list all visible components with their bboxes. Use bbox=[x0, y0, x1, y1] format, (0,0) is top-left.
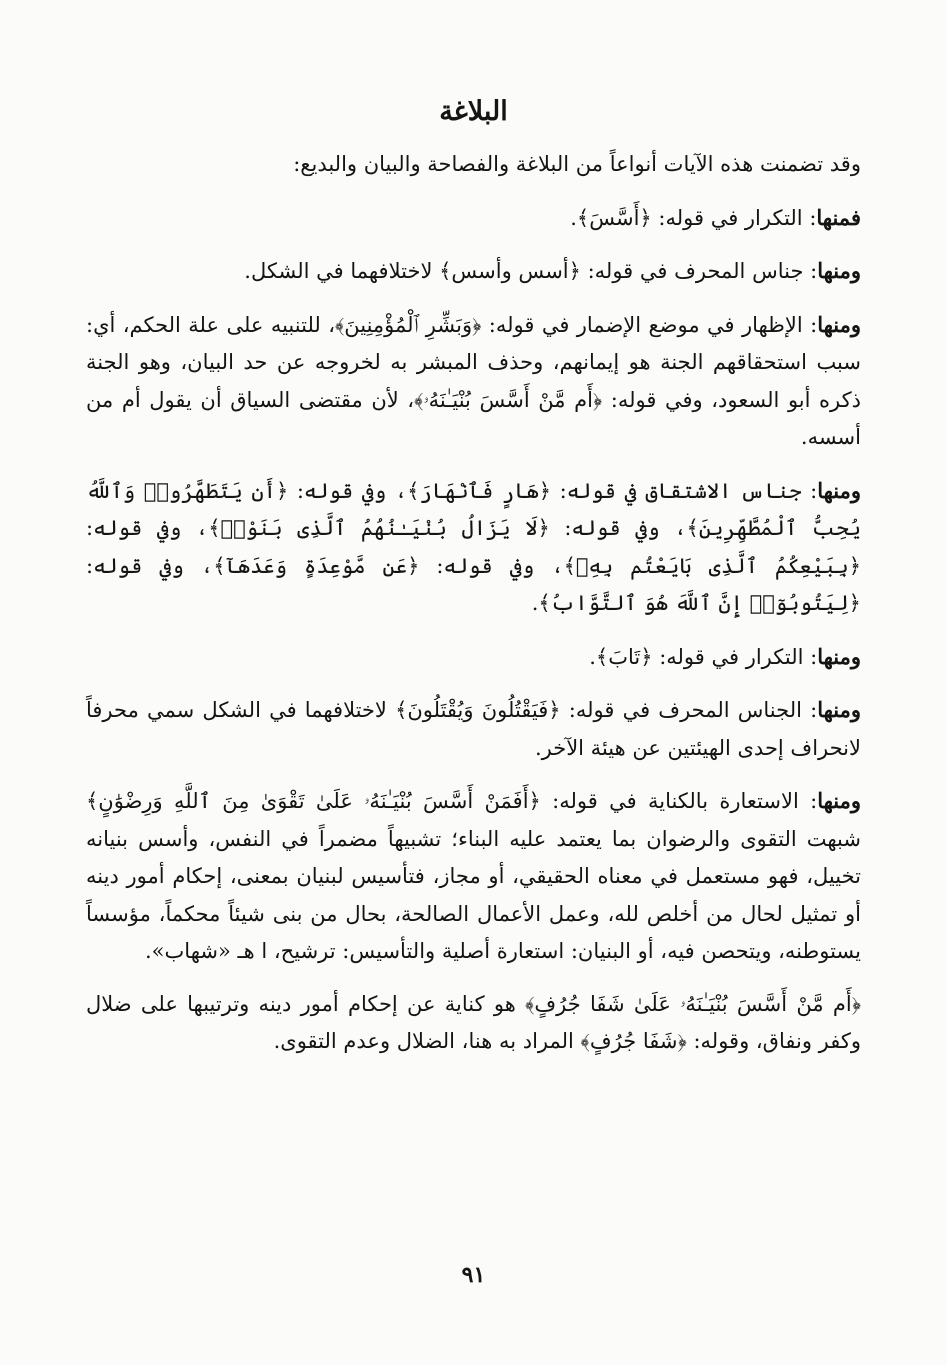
paragraph-explicit-for-implicit bbox=[86, 306, 861, 457]
paragraph-text: : التكرار في قوله: ﴿أَسَّسَ﴾. bbox=[570, 205, 817, 230]
paragraph-text: : الاستعارة بالكناية في قوله: ﴿أَفَمَنْ أَسَّسَ بُنْيَـٰنَهُۥ عَلَىٰ تَقْوَىٰ مِنَ ٱللَّهِ وَرِضْوَٰنٍ﴾ شبهت التقوى والرضوان بما يعتمد عليه البناء؛ تشبيهاً مضمراً في النفس، وأسس بنيانه تخييل، فهو مستعمل في معناه الحقيقي، أو مجاز، فتأسيس لبنيان بمعنى، إحكام أمور دينه أو تمثيل لحال من أخلص لله، وعمل الأعمال الصالحة، بحال من بنى شيئاً محكماً، مؤسساً يستوطنه، ويتحصن فيه، أو البنيان: استعارة أصلية والتأسيس: ترشيح، ا هـ «شهاب». bbox=[86, 789, 861, 963]
paragraph-lead: فمنها bbox=[816, 204, 861, 230]
paragraph-metaphor bbox=[86, 782, 861, 971]
paragraph-altered-paronomasia bbox=[86, 252, 861, 291]
page-number: ٩١ bbox=[461, 1262, 486, 1288]
paragraph-text: وقد تضمنت هذه الآيات أنواعاً من البلاغة والفصاحة والبيان والبديع: bbox=[293, 152, 861, 176]
paragraph-lead: ومنها bbox=[817, 643, 861, 669]
paragraph-lead: ومنها bbox=[817, 788, 861, 813]
paragraph-text: ﴿أَم مَّنْ أَسَّسَ بُنْيَـٰنَهُۥ عَلَىٰ شَفَا جُرُفٍ﴾ هو كناية عن إحكام أمور دينه وترتيبها على ضلال وكفر ونفاق، وقوله: ﴿شَفَا جُرُفٍ﴾ المراد به هنا، الضلال وعدم التقوى. bbox=[86, 991, 861, 1053]
paragraph-text: : الإظهار في موضع الإضمار في قوله: ﴿وَبَشِّرِ ٱلْمُؤْمِنِينَ﴾، للتنبيه على علة الحكم، أي: سبب استحقاقهم الجنة هو إيمانهم، وحذف المبشر به لخروجه عن حد البيان، وهو الجنة ذكره أبو السعود، وفي قوله: ﴿أَم مَّنْ أَسَّسَ بُنْيَـٰنَهُۥ﴾، لأن مقتضى السياق أن يقول أم من أسسه. bbox=[86, 312, 861, 449]
paragraph-lead: ومنها bbox=[817, 477, 861, 503]
paragraph-text: : جناس الاشتقاق في قوله: ﴿هَارٍ فَٱنْهَارَ﴾، وفي قوله: ﴿أَن يَتَطَهَّرُوا۟ وَٱللَّهُ يُحِبُّ ٱلْمُطَّهِّرِينَ﴾، وفي قوله: ﴿لَا يَزَالُ بُنْيَـٰنُهُمُ ٱلَّذِى بَنَوْا۟﴾، وفي قوله: ﴿بِبَيْعِكُمُ ٱلَّذِى بَايَعْتُم بِهِۦ﴾، وفي قوله: ﴿عَن مَّوْعِدَةٍ وَعَدَهَآ﴾، وفي قوله: ﴿لِيَتُوبُوٓا۟ إِنَّ ٱللَّهَ هُوَ ٱلتَّوَّابُ﴾. bbox=[86, 478, 861, 615]
paragraph-metonymy bbox=[86, 986, 861, 1061]
paragraph-lead: ومنها bbox=[817, 697, 861, 722]
page-title: البلاغة bbox=[439, 96, 508, 127]
paragraph-repetition bbox=[86, 199, 861, 238]
paragraph-intro bbox=[86, 146, 861, 184]
paragraph-text: : جناس المحرف في قوله: ﴿أسس وأسس﴾ لاختلافهما في الشكل. bbox=[244, 259, 818, 283]
paragraph-lead: ومنها bbox=[817, 258, 861, 283]
paragraph-altered-paronomasia-2 bbox=[86, 691, 861, 767]
paragraph-text: : الجناس المحرف في قوله: ﴿فَيَقْتُلُونَ وَيُقْتَلُونَ﴾ لاختلافهما في الشكل سمي محرفاً لانحراف إحدى الهيئتين عن هيئة الآخر. bbox=[86, 698, 861, 760]
paragraph-repetition-tab bbox=[86, 638, 861, 677]
paragraph-text: : التكرار في قوله: ﴿تَابَ﴾. bbox=[589, 644, 818, 669]
paragraph-lead: ومنها bbox=[817, 311, 861, 337]
paragraph-derivation-paronomasia bbox=[86, 472, 861, 623]
